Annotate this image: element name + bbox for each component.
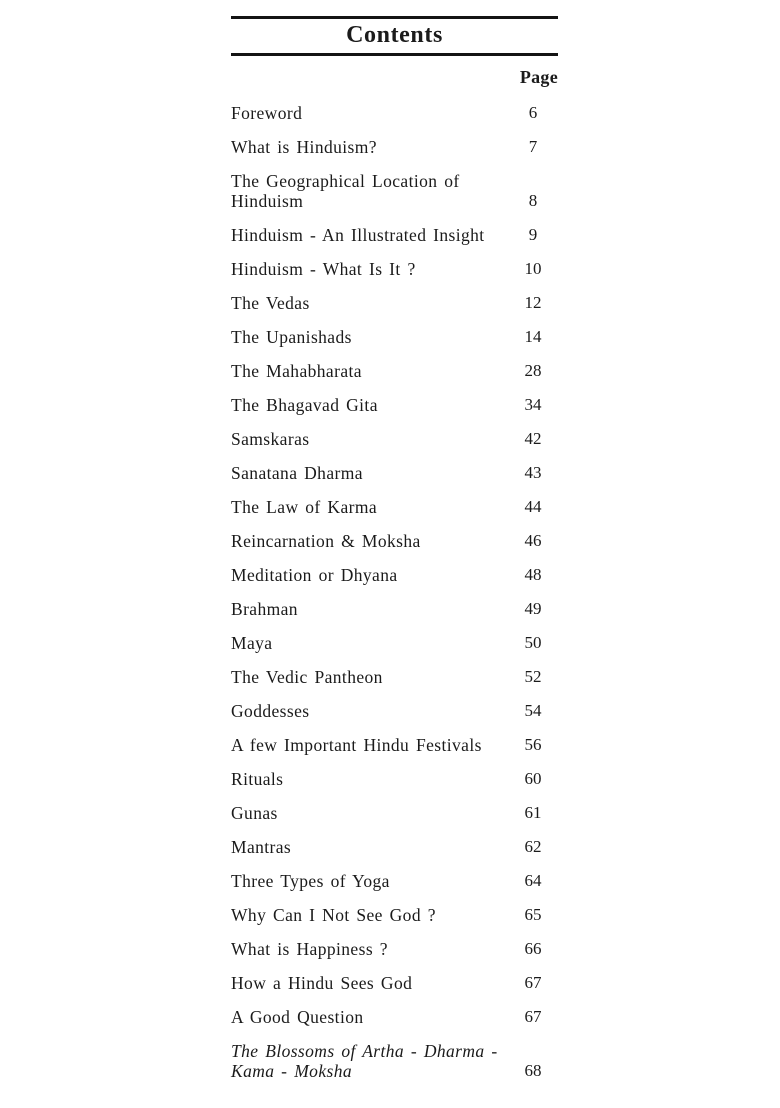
toc-entry-page-number: 12 [524, 293, 542, 312]
toc-row [231, 905, 558, 925]
toc-entry-page-number: 66 [524, 939, 542, 958]
toc-entry-title: Gunas [231, 803, 278, 823]
page-column-header: Page [519, 67, 558, 87]
toc-entry-title: Meditation or Dhyana [231, 565, 398, 585]
toc-row [231, 429, 558, 449]
toc-entry-page-number: 48 [524, 565, 542, 584]
toc-row [231, 1041, 558, 1081]
toc-entry-title: How a Hindu Sees God [231, 973, 413, 993]
toc-entry-title: The Bhagavad Gita [231, 395, 378, 415]
toc-row [231, 667, 558, 687]
toc-entry-page-number: 67 [524, 973, 542, 992]
toc-row [231, 361, 558, 381]
toc-entry-page-number: 46 [524, 531, 542, 550]
toc-row [231, 803, 558, 823]
toc-entry-page-number: 43 [524, 463, 542, 482]
toc-entry-page-number: 68 [524, 1061, 542, 1080]
toc-entry-page-number: 28 [524, 361, 542, 380]
toc-entry-page-number: 49 [524, 599, 542, 618]
toc-entry-page-number: 34 [524, 395, 542, 414]
toc-entry-title: Hinduism - What Is It ? [231, 259, 416, 279]
toc-entry-title: The Mahabharata [231, 361, 362, 381]
toc-entry-page-number: 7 [528, 137, 538, 156]
toc-row [231, 497, 558, 517]
toc-entry-title: Why Can I Not See God ? [231, 905, 436, 925]
toc-row [231, 701, 558, 721]
toc-row [231, 463, 558, 483]
toc-entry-page-number: 10 [524, 259, 542, 278]
toc-entry-page-number: 8 [528, 191, 538, 210]
toc-entry-title: Mantras [231, 837, 292, 857]
toc-entry-title: Goddesses [231, 701, 310, 721]
toc-entry-title: The Law of Karma [231, 497, 378, 517]
toc-entry-title: What is Hinduism? [231, 137, 377, 157]
toc-entry-page-number: 14 [524, 327, 542, 346]
toc-entry-title: The Vedas [231, 293, 310, 313]
toc-row [231, 1007, 558, 1027]
toc-entry-title: Brahman [231, 599, 298, 619]
toc-entry-title: A Good Question [231, 1007, 364, 1027]
toc-entry-title: A few Important Hindu Festivals [231, 735, 482, 755]
toc-entry-title: The Upanishads [231, 327, 352, 347]
toc-row [231, 599, 558, 619]
toc-row [231, 293, 558, 313]
toc-entry-page-number: 60 [524, 769, 542, 788]
toc-entry-page-number: 67 [524, 1007, 542, 1026]
toc-entry-title: Sanatana Dharma [231, 463, 363, 483]
toc-row [231, 565, 558, 585]
toc-entry-title: Hinduism - An Illustrated Insight [231, 225, 485, 245]
toc-entry-list [231, 103, 558, 1081]
toc-entry-title: The Vedic Pantheon [231, 667, 383, 687]
toc-row [231, 769, 558, 789]
toc-entry-page-number: 52 [524, 667, 542, 686]
toc-entry-page-number: 56 [524, 735, 542, 754]
toc-entry-page-number: 6 [528, 103, 538, 122]
title-underline-rule [231, 53, 558, 56]
toc-row [231, 259, 558, 279]
toc-entry-page-number: 42 [524, 429, 542, 448]
toc-row [231, 137, 558, 157]
toc-entry-title: What is Happiness ? [231, 939, 388, 959]
top-rule [231, 16, 558, 19]
toc-row [231, 939, 558, 959]
toc-row [231, 871, 558, 891]
toc-entry-title: The Geographical Location of Hinduism [231, 171, 460, 211]
toc-row [231, 973, 558, 993]
toc-entry-title: Samskaras [231, 429, 310, 449]
toc-row [231, 837, 558, 857]
toc-row [231, 395, 558, 415]
toc-entry-page-number: 64 [524, 871, 542, 890]
toc-entry-title: The Blossoms of Artha - Dharma - Kama - Moksha [231, 1041, 498, 1081]
toc-entry-title: Maya [231, 633, 273, 653]
toc-row [231, 633, 558, 653]
toc-entry-title: Three Types of Yoga [231, 871, 390, 891]
toc-row [231, 735, 558, 755]
toc-entry-title: Foreword [231, 103, 303, 123]
table-of-contents [231, 16, 558, 1095]
toc-entry-page-number: 54 [524, 701, 542, 720]
toc-entry-page-number: 65 [524, 905, 542, 924]
toc-entry-page-number: 50 [524, 633, 542, 652]
toc-entry-page-number: 61 [524, 803, 542, 822]
toc-entry-page-number: 62 [524, 837, 542, 856]
toc-row [231, 225, 558, 245]
toc-entry-title: Rituals [231, 769, 284, 789]
toc-entry-page-number: 9 [528, 225, 538, 244]
toc-entry-title: Reincarnation & Moksha [231, 531, 421, 551]
toc-entry-page-number: 44 [524, 497, 542, 516]
page-title: Contents [346, 22, 443, 48]
toc-row [231, 171, 558, 211]
toc-row [231, 327, 558, 347]
toc-row [231, 103, 558, 123]
toc-row [231, 531, 558, 551]
